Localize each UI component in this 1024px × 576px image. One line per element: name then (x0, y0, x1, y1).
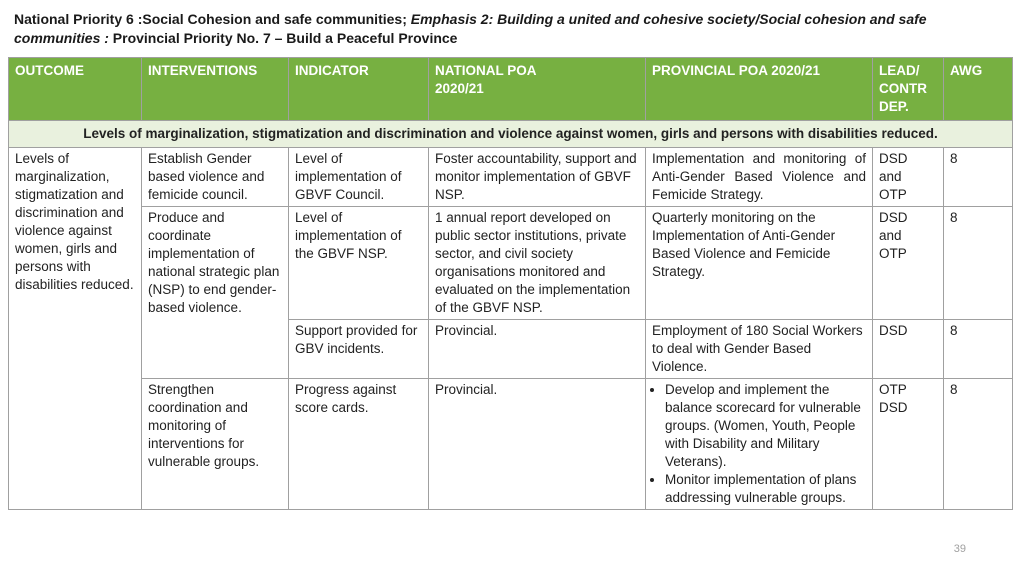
provincial-poa-cell (646, 379, 873, 510)
lead-cell: DSD and OTP (873, 207, 944, 320)
awg-cell: 8 (944, 207, 1013, 320)
header-provincial-poa: PROVINCIAL POA 2020/21 (646, 58, 873, 121)
page-number: 39 (953, 543, 966, 555)
list-item: • Develop and implement the balance scorecard for vulnerable groups. (Women, Youth, People with Disability and Military Veterans). (665, 381, 866, 471)
outcome-subheading-row (9, 121, 1013, 148)
national-poa-cell: 1 annual report developed on public sector institutions, private sector, and civil society organisations monitored and evaluated on the implementation of the GBVF NSP. (429, 207, 646, 320)
title-provincial-priority: Provincial Priority No. 7 – Build a Peaceful Province (112, 30, 458, 46)
indicator-cell: Progress against score cards. (289, 379, 429, 510)
outcome-cell: Levels of marginalization, stigmatization and discrimination and violence against women, girls and persons with disabilities reduced. (9, 148, 142, 510)
lead-cell: OTP DSD (873, 379, 944, 510)
priority-table (8, 57, 1013, 510)
provincial-poa-bullet-list (652, 381, 866, 507)
header-outcome: OUTCOME (9, 58, 142, 121)
national-poa-cell: Provincial. (429, 320, 646, 379)
indicator-cell: Level of implementation of GBVF Council. (289, 148, 429, 207)
title-emphasis: Emphasis 2: Building a united and cohesive society/Social cohesion and safe communities : (14, 11, 927, 46)
header-lead: LEAD/ CONTR DEP. (873, 58, 944, 121)
header-row (9, 58, 1013, 121)
table-row (9, 207, 1013, 320)
title-priority: National Priority 6 :Social Cohesion and safe communities; (14, 11, 411, 27)
intervention-cell: Establish Gender based violence and femicide council. (142, 148, 289, 207)
provincial-poa-cell: Implementation and monitoring of Anti-Gender Based Violence and Femicide Strategy. (646, 148, 873, 207)
intervention-cell: Produce and coordinate implementation of national strategic plan (NSP) to end gender-based violence. (142, 207, 289, 379)
provincial-poa-cell: Quarterly monitoring on the Implementation of Anti-Gender Based Violence and Femicide Strategy. (646, 207, 873, 320)
indicator-cell: Support provided for GBV incidents. (289, 320, 429, 379)
intervention-cell: Strengthen coordination and monitoring of interventions for vulnerable groups. (142, 379, 289, 510)
table-row (9, 379, 1013, 510)
outcome-subheading: Levels of marginalization, stigmatization and discrimination and violence against women, girls and persons with disabilities reduced. (9, 121, 1013, 148)
awg-cell: 8 (944, 379, 1013, 510)
header-national-poa: NATIONAL POA 2020/21 (429, 58, 646, 121)
header-awg: AWG (944, 58, 1013, 121)
indicator-cell: Level of implementation of the GBVF NSP. (289, 207, 429, 320)
table-row (9, 148, 1013, 207)
awg-cell: 8 (944, 148, 1013, 207)
national-poa-cell: Foster accountability, support and monitor implementation of GBVF NSP. (429, 148, 646, 207)
awg-cell: 8 (944, 320, 1013, 379)
lead-cell: DSD (873, 320, 944, 379)
header-interventions: INTERVENTIONS (142, 58, 289, 121)
slide-title (14, 10, 1014, 48)
list-item: • Monitor implementation of plans addressing vulnerable groups. (665, 471, 866, 507)
header-indicator: INDICATOR (289, 58, 429, 121)
national-poa-cell: Provincial. (429, 379, 646, 510)
provincial-poa-cell: Employment of 180 Social Workers to deal with Gender Based Violence. (646, 320, 873, 379)
lead-cell: DSD and OTP (873, 148, 944, 207)
